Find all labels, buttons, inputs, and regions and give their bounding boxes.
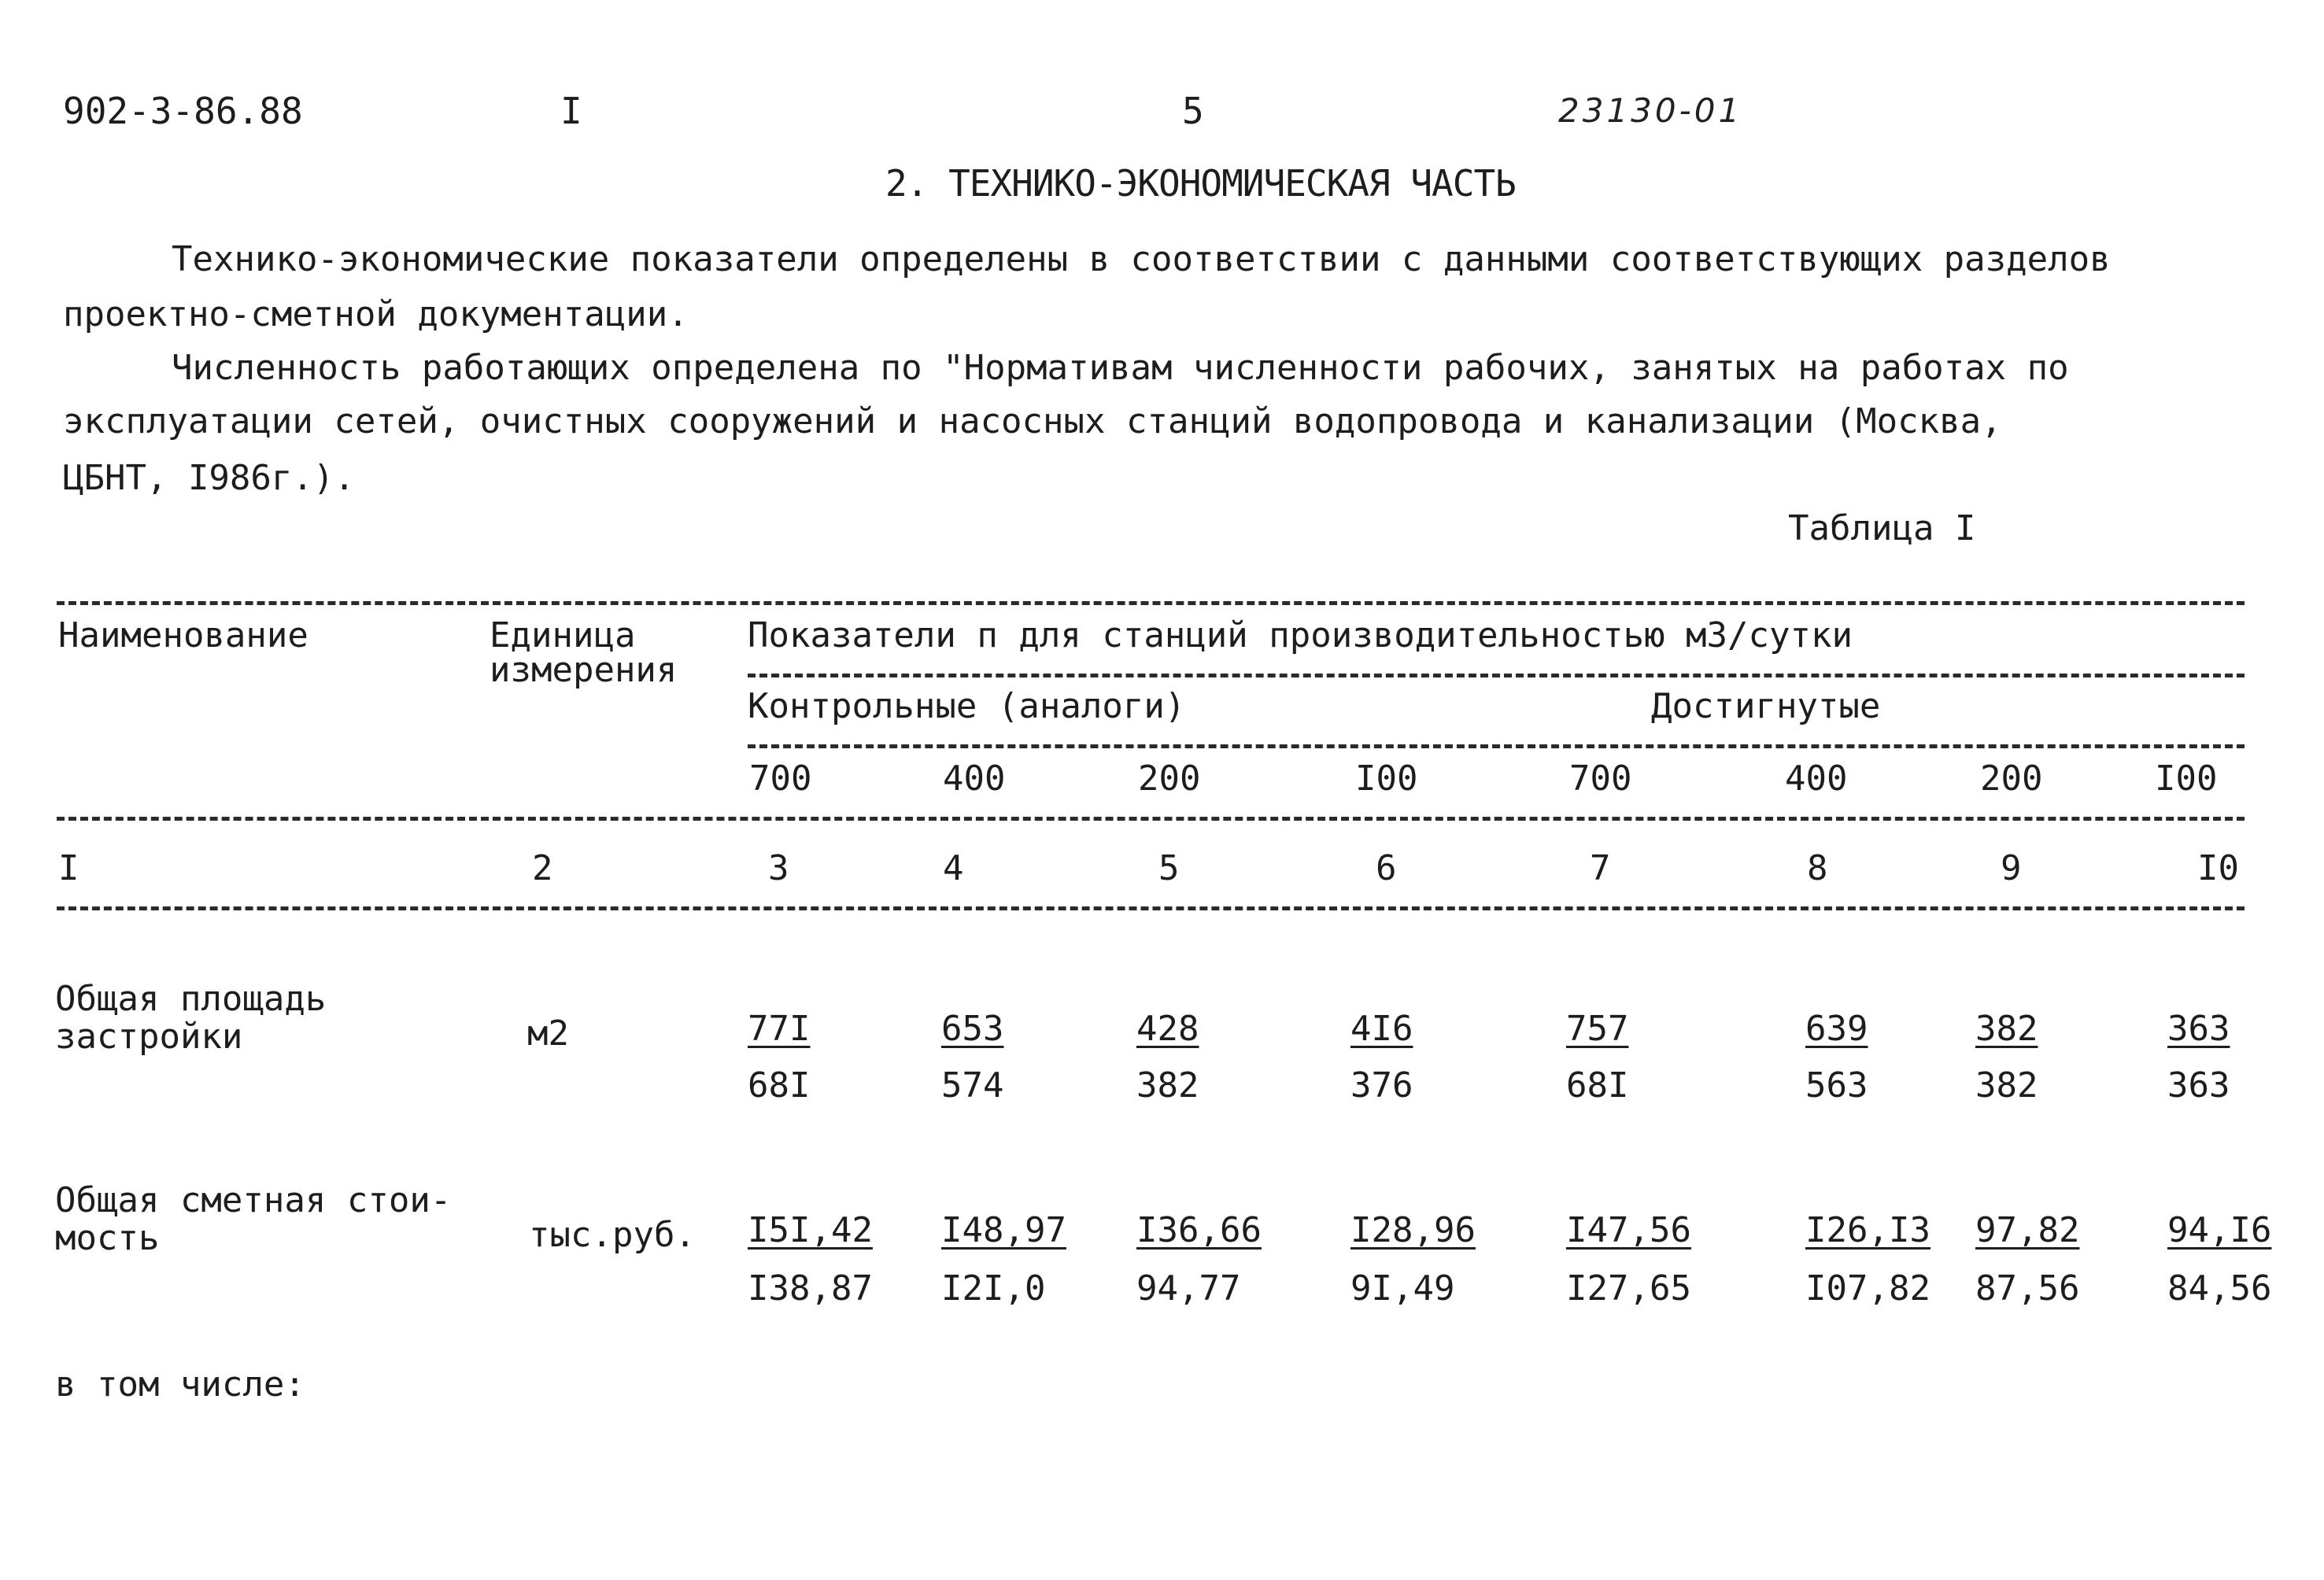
paragraph-2-line-2: эксплуатации сетей, очистных сооружений и насосных станций водопровода и канализации (Москва, (63, 401, 2002, 441)
value-bottom: 94,77 (1136, 1268, 1241, 1309)
value-top: 363 (2167, 1009, 2230, 1049)
column-number: 7 (1590, 848, 1611, 888)
value-bottom: I2I,0 (941, 1268, 1046, 1309)
album-number: I (560, 90, 582, 132)
inventory-stamp: 23130-01 (1558, 91, 1743, 130)
value-bottom: I07,82 (1805, 1268, 1931, 1309)
column-number: 5 (1158, 848, 1180, 888)
row-name-line-2: мость (55, 1218, 160, 1258)
value-bottom: 68I (1566, 1065, 1629, 1106)
value-bottom: 87,56 (1975, 1268, 2080, 1309)
column-number: I0 (2197, 848, 2239, 888)
value-bottom: I38,87 (748, 1268, 873, 1309)
value-top: I48,97 (941, 1210, 1066, 1250)
value-bottom: 363 (2167, 1065, 2230, 1106)
value-top: 382 (1975, 1009, 2038, 1049)
row-name-line-2: застройки (55, 1017, 243, 1057)
column-number: 4 (943, 848, 964, 888)
value-bottom: 574 (941, 1065, 1004, 1106)
capacity-header: I00 (1355, 759, 1418, 799)
value-top: 428 (1136, 1009, 1199, 1049)
row-name-line-1: Общая сметная стои- (55, 1180, 452, 1220)
value-bottom: 563 (1805, 1065, 1868, 1106)
value-bottom: 9I,49 (1350, 1268, 1455, 1309)
table-top-rule (57, 601, 2245, 605)
column-header-unit-line-1: Единица (490, 615, 636, 655)
paragraph-1-line-1: Технико-экономические показатели определены в соответствии с данными соответствующих разделов (172, 239, 2111, 279)
group-header: Показатели п для станций производительностью м3/сутки (748, 615, 1853, 655)
capacity-header: 200 (1980, 759, 2043, 799)
value-top: 77I (748, 1009, 811, 1049)
column-numbers-rule (57, 906, 2245, 910)
paragraph-2-line-3: ЦБНТ, I986г.). (63, 458, 355, 498)
page-number: 5 (1182, 90, 1204, 132)
value-top: 4I6 (1350, 1009, 1413, 1049)
capacity-header: 200 (1138, 759, 1201, 799)
document-code: 902-3-86.88 (63, 90, 303, 132)
column-header-unit-line-2: измерения (490, 650, 678, 690)
capacity-header: 700 (749, 759, 812, 799)
capacity-header: I00 (2155, 759, 2218, 799)
value-bottom: 84,56 (2167, 1268, 2272, 1309)
table-caption: Таблица I (1788, 508, 1976, 548)
row-unit: тыс.руб. (529, 1215, 696, 1255)
column-number: 9 (2001, 848, 2022, 888)
column-number: 8 (1807, 848, 1828, 888)
capacity-header: 700 (1569, 759, 1632, 799)
value-top: 639 (1805, 1009, 1868, 1049)
column-number: 2 (532, 848, 553, 888)
column-number: I (58, 848, 79, 888)
value-bottom: 382 (1136, 1065, 1199, 1106)
column-number: 3 (768, 848, 789, 888)
subgroup-control: Контрольные (аналоги) (748, 686, 1186, 726)
paragraph-2-line-1: Численность работающих определена по "Нормативам численности рабочих, занятых на работах по (172, 348, 2069, 388)
column-header-name: Наименование (58, 615, 309, 655)
row-unit: м2 (527, 1013, 569, 1054)
value-top: I36,66 (1136, 1210, 1262, 1250)
value-top: 97,82 (1975, 1210, 2080, 1250)
value-bottom: I27,65 (1566, 1268, 1691, 1309)
capacity-header: 400 (1785, 759, 1848, 799)
value-top: 757 (1566, 1009, 1629, 1049)
value-bottom: 382 (1975, 1065, 2038, 1106)
subgroup-rule (748, 744, 2245, 748)
section-title: 2. ТЕХНИКО-ЭКОНОМИЧЕСКАЯ ЧАСТЬ (885, 162, 1516, 205)
group-header-rule (748, 674, 2245, 677)
value-top: 94,I6 (2167, 1210, 2272, 1250)
header-bottom-rule (57, 817, 2245, 821)
value-bottom: 68I (748, 1065, 811, 1106)
paragraph-1-line-2: проектно-сметной документации. (63, 294, 689, 334)
value-top: I28,96 (1350, 1210, 1476, 1250)
subgroup-achieved: Достигнутые (1651, 686, 1881, 726)
footer-note: в том числе: (55, 1364, 305, 1405)
column-number: 6 (1376, 848, 1397, 888)
value-bottom: 376 (1350, 1065, 1413, 1106)
row-name-line-1: Общая площадь (55, 979, 327, 1019)
capacity-header: 400 (943, 759, 1006, 799)
value-top: 653 (941, 1009, 1004, 1049)
value-top: I26,I3 (1805, 1210, 1931, 1250)
value-top: I5I,42 (748, 1210, 873, 1250)
value-top: I47,56 (1566, 1210, 1691, 1250)
